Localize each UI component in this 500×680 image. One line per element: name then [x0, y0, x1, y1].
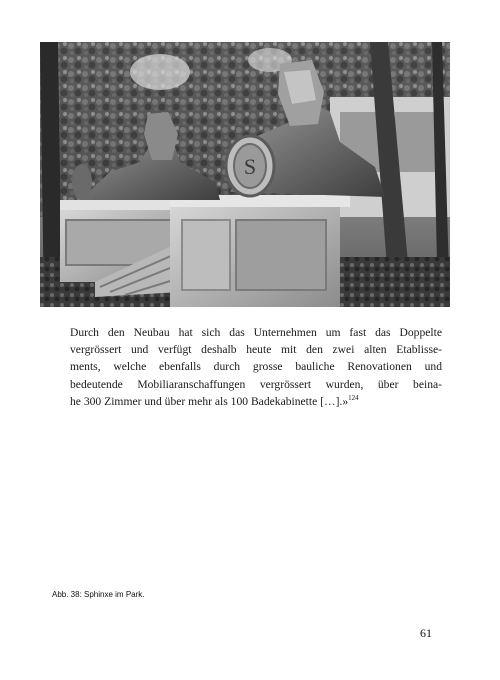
figure-caption: Abb. 38: Sphinxe im Park.: [52, 590, 145, 599]
page-number: 61: [420, 626, 432, 640]
body-paragraph: [70, 324, 442, 410]
body-line-5: [70, 393, 442, 410]
body-line-1: Durch den Neubau hat sich das Unternehmen um fast das Doppelte: [70, 326, 442, 339]
body-line-3: ments, welche ebenfalls durch grosse bauliche Renovationen und: [70, 360, 442, 374]
body-line-5-text: he 300 Zimmer und über mehr als 100 Badekabinette […].»: [70, 394, 349, 408]
shield-letter: S: [243, 154, 257, 179]
body-line-2: vergrössert und verfügt deshalb heute mit den zwei alten Etablisse-: [70, 343, 442, 357]
footnote-reference[interactable]: 124: [348, 393, 359, 402]
sphinx-photo-drawing: [40, 42, 450, 307]
sphinx-photo: [40, 42, 450, 307]
body-line-4: bedeutende Mobiliaranschaffungen vergrössert wurden, über beina-: [70, 377, 442, 391]
